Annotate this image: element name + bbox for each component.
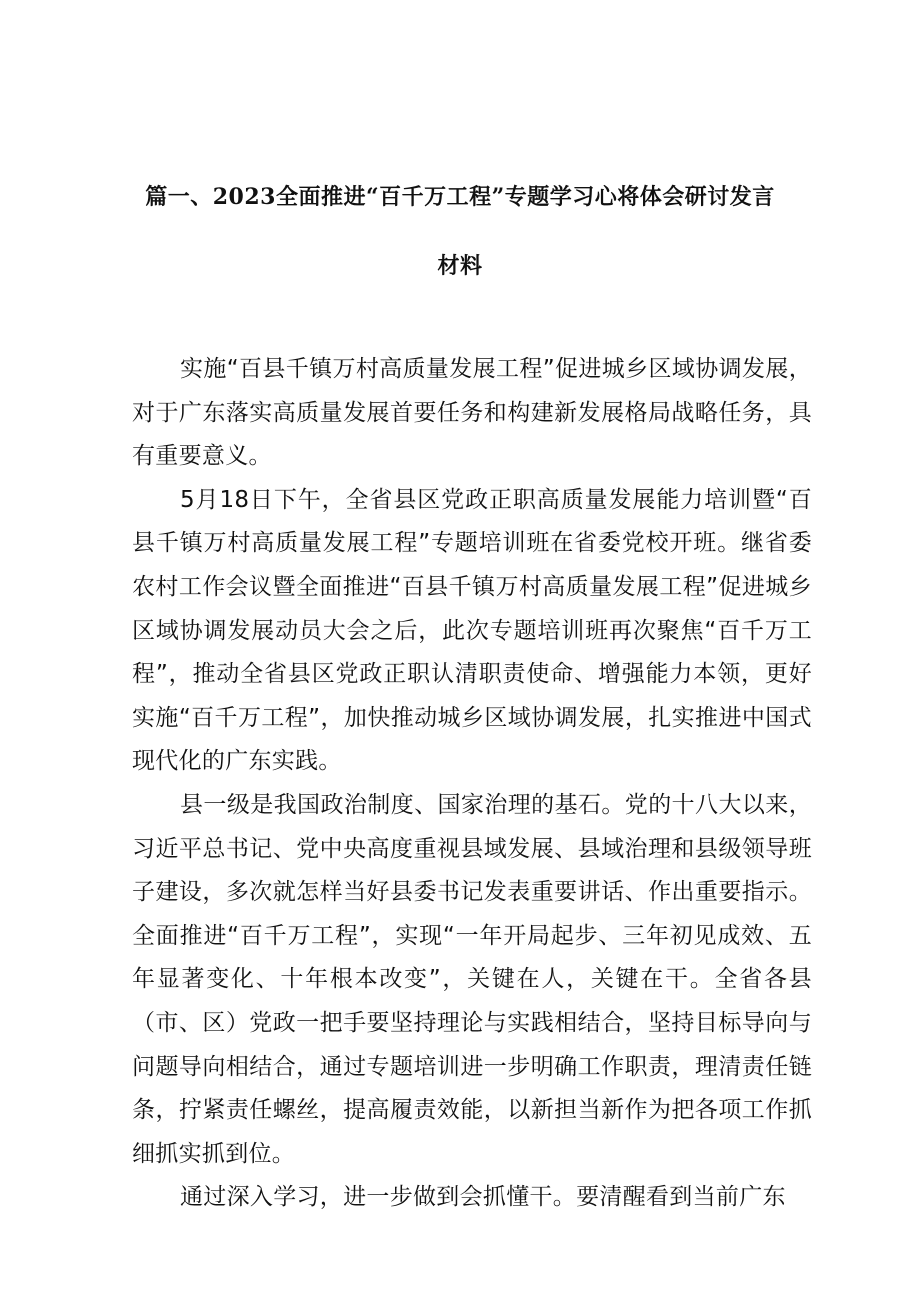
document-title-line-1: 篇一、2023全面推进“百千万工程”专题学习心将体会研讨发言 [145,184,775,210]
body-paragraph-1: 实施“百县千镇万村高质量发展工程”促进城乡区域协调发展，对于广东落实高质量发展首要任务和构建新发展格局战略任务，具有重要意义。 [132,356,812,470]
document-title-line-2: 材料 [437,253,483,279]
body-paragraph-2: 5月18日下午，全省县区党政正职高质量发展能力培训暨“百县千镇万村高质量发展工程”专题培训班在省委党校开班。继省委农村工作会议暨全面推进“百县千镇万村高质量发展工程”促进城乡区域协调发展动员大会之后，此次专题培训班再次聚焦“百千万工程”，推动全省县区党政正职认清职责使命、增强能力本领，更好实施“百千万工程”，加快推动城乡区域协调发展，扎实推进中国式现代化的广东实践。 [132,486,812,775]
document-body [132,348,812,1220]
body-paragraph-4: 通过深入学习，进一步做到会抓懂干。要清醒看到当前广东 [180,1184,786,1211]
body-paragraph-3: 县一级是我国政治制度、国家治理的基石。党的十八大以来，习近平总书记、党中央高度重视县域发展、县域治理和县级领导班子建设，多次就怎样当好县委书记发表重要讲话、作出重要指示。全面推进“百千万工程”，实现“一年开局起步、三年初见成效、五年显著变化、十年根本改变”，关键在人，关键在干。全省各县（市、区）党政一把手要坚持理论与实践相结合，坚持目标导向与问题导向相结合，通过专题培训进一步明确工作职责，理清责任链条，拧紧责任螺丝，提高履责效能，以新担当新作为把各项工作抓细抓实抓到位。 [132,791,812,1167]
